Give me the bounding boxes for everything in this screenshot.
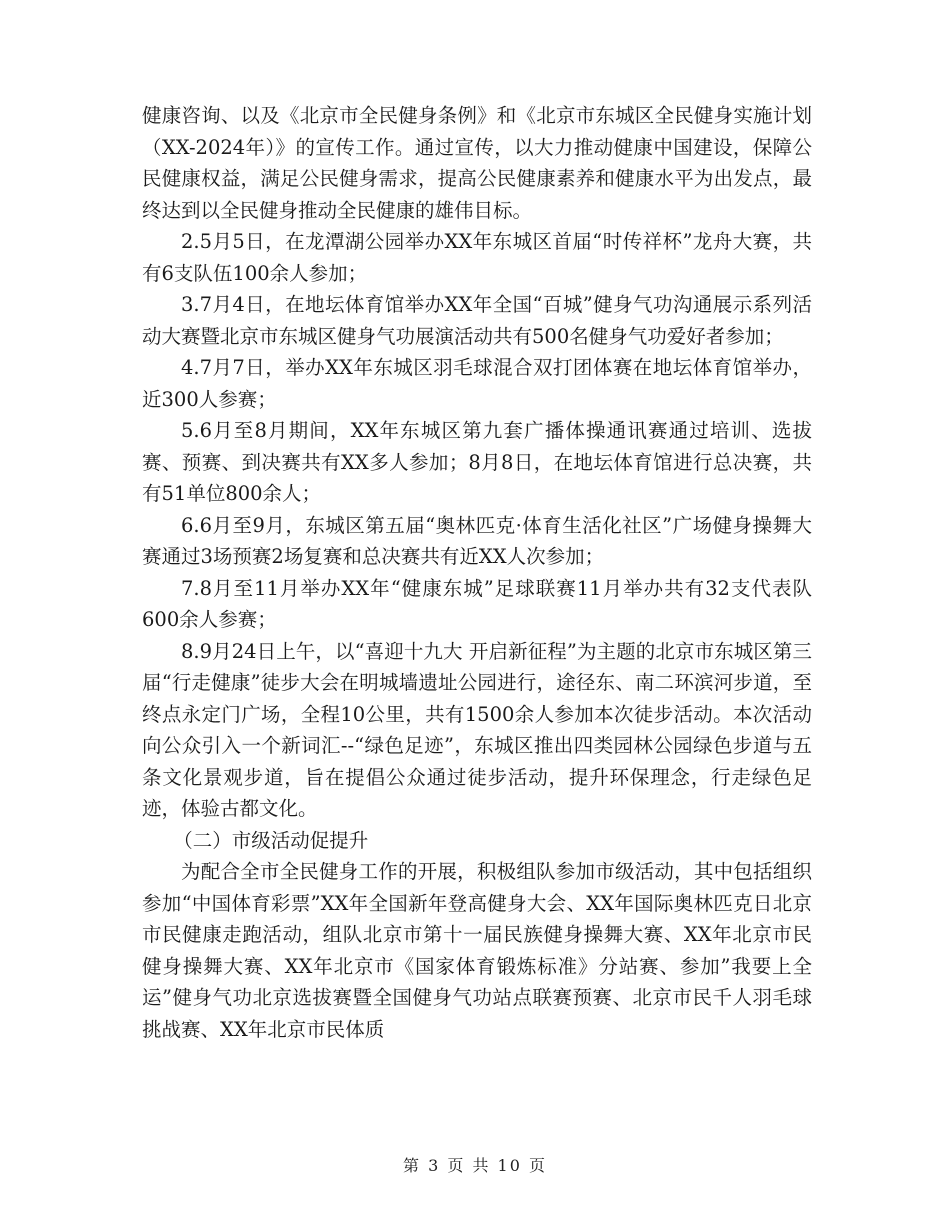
paragraph-continued: 健康咨询、以及《北京市全民健身条例》和《北京市东城区全民健身实施计划（XX-2024年）》的宣传工作。通过宣传，以大力推动健康中国建设，保障公民健康权益，满足公民健身需求，提高公民健康素养和健康水平为出发点，最终达到以全民健身推动全民健康的雄伟目标。 (142, 104, 812, 222)
paragraph-city-activities: 为配合全市全民健身工作的开展，积极组队参加市级活动，其中包括组织参加“中国体育彩票”XX年全国新年登高健身大会、XX年国际奥林匹克日北京市民健康走跑活动，组队北京市第十一届民族健身操舞大赛、XX年北京市民健身操舞大赛、XX年北京市《国家体育锻炼标准》分站赛、参加”我要上全运”健身气功北京选拔赛暨全国健身气功站点联赛预赛、北京市民千人羽毛球挑战赛、XX年北京市民体质 (142, 860, 812, 1041)
list-item-5: 5.6月至8月期间，XX年东城区第九套广播体操通讯赛通过培训、选拔赛、预赛、到决赛共有XX多人参加；8月8日，在地坛体育馆进行总决赛，共有51单位800余人； (142, 419, 812, 505)
list-item-7: 7.8月至11月举办XX年“健康东城”足球联赛11月举办共有32支代表队600余人参赛； (142, 576, 812, 631)
section-heading: （二）市级活动促提升 (173, 828, 369, 852)
list-item-2: 2.5月5日，在龙潭湖公园举办XX年东城区首届“时传祥杯”龙舟大赛，共有6支队伍100余人参加； (142, 230, 812, 285)
document-body (142, 100, 812, 1045)
list-item-6: 6.6月至9月，东城区第五届“奥林匹克·体育生活化社区”广场健身操舞大赛通过3场预赛2场复赛和总决赛共有近XX人次参加； (142, 513, 812, 568)
list-item-4: 4.7月7日，举办XX年东城区羽毛球混合双打团体赛在地坛体育馆举办，近300人参赛； (142, 356, 812, 411)
list-item-3: 3.7月4日，在地坛体育馆举办XX年全国“百城”健身气功沟通展示系列活动大赛暨北京市东城区健身气功展演活动共有500名健身气功爱好者参加； (142, 293, 812, 348)
page-footer: 第 3 页 共 10 页 (403, 1156, 547, 1175)
list-item-8: 8.9月24日上午，以“喜迎十九大 开启新征程”为主题的北京市东城区第三届“行走健康”徒步大会在明城墙遗址公园进行，途径东、南二环滨河步道，至终点永定门广场，全程10公里，共有1500余人参加本次徒步活动。本次活动向公众引入一个新词汇--“绿色足迹”，东城区推出四类园林公园绿色步道与五条文化景观步道，旨在提倡公众通过徒步活动，提升环保理念，行走绿色足迹，体验古都文化。 (142, 639, 812, 820)
